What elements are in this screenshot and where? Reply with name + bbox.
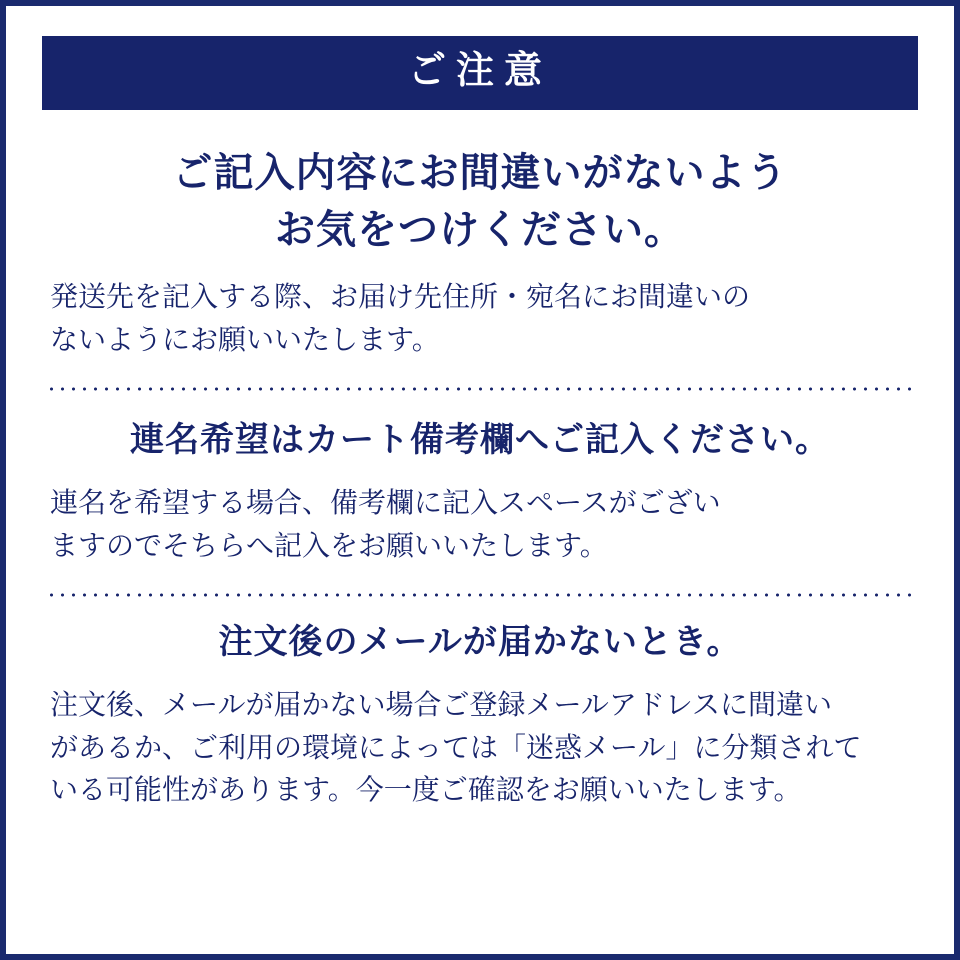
divider-1 <box>46 387 914 391</box>
section-mail-not-received <box>42 619 918 812</box>
section-mail-not-received-body-line1: 注文後、メールが届かない場合ご登録メールアドレスに間違い <box>50 689 833 721</box>
section-joint-name <box>42 417 918 567</box>
section-joint-name-heading: 連名希望はカート備考欄へご記入ください。 <box>130 421 830 460</box>
section-mail-not-received-body-line2: があるか、ご利用の環境によっては「迷惑メール」に分類されて <box>50 731 862 763</box>
section-mail-not-received-heading: 注文後のメールが届かないとき。 <box>218 623 742 662</box>
section-joint-name-body-line2: ますのでそちらへ記入をお願いいたします。 <box>50 529 608 561</box>
section-address-check-body-line1: 発送先を記入する際、お届け先住所・宛名にお間違いの <box>50 281 751 313</box>
section-address-check-heading-line2: お気をつけください。 <box>275 207 685 252</box>
document-inner <box>6 6 954 954</box>
section-address-check-body-line2: ないようにお願いいたします。 <box>50 323 440 355</box>
section-joint-name-body-line1: 連名を希望する場合、備考欄に記入スペースがござい <box>50 487 721 519</box>
section-joint-name-body <box>50 482 910 567</box>
page-title: ご注意 <box>42 36 918 110</box>
divider-2 <box>46 593 914 597</box>
section-mail-not-received-body <box>50 684 910 812</box>
section-address-check-heading-line1: ご記入内容にお間違いがないよう <box>172 150 788 195</box>
section-address-check-body <box>50 276 910 361</box>
section-address-check <box>42 146 918 361</box>
section-mail-not-received-body-line3: いる可能性があります。今一度ご確認をお願いいたします。 <box>50 774 802 806</box>
